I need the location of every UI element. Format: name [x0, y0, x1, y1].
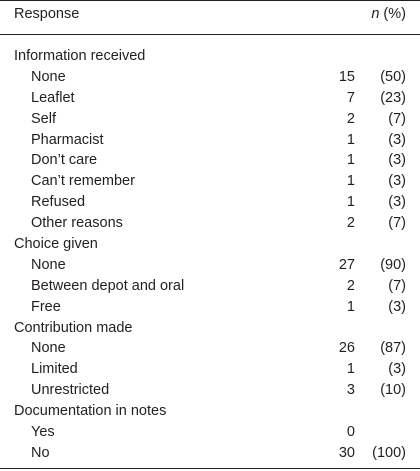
section-title-contribution-made — [0, 318, 420, 339]
table-row — [0, 88, 420, 109]
row-count: 1 — [346, 173, 355, 190]
table-row — [0, 359, 420, 380]
table-row — [0, 67, 420, 88]
table-row — [0, 297, 420, 318]
table-row — [0, 192, 420, 213]
row-count: 1 — [346, 152, 355, 169]
row-percent: (100) — [372, 444, 406, 461]
section-title-documentation-in-notes — [0, 401, 420, 422]
row-label: Can’t remember — [31, 173, 135, 190]
row-count: 3 — [346, 382, 355, 399]
section-title: Choice given — [14, 236, 98, 253]
row-label: Pharmacist — [31, 131, 104, 148]
table-header-rule — [0, 34, 420, 35]
row-label: Between depot and oral — [31, 277, 185, 294]
table-row — [0, 422, 420, 443]
row-label: Unrestricted — [31, 382, 110, 399]
table-row — [0, 109, 420, 130]
table-row — [0, 255, 420, 276]
row-label: Yes — [31, 424, 55, 441]
table-row — [0, 338, 420, 359]
percent-header-label: (%) — [379, 6, 406, 22]
row-label: Self — [31, 110, 56, 127]
row-count: 1 — [346, 361, 355, 378]
table-row — [0, 443, 420, 464]
table-row — [0, 213, 420, 234]
row-percent: (3) — [388, 361, 406, 378]
table-row — [0, 276, 420, 297]
row-count: 1 — [346, 298, 355, 315]
section-title: Contribution made — [14, 319, 133, 336]
row-percent: (10) — [380, 382, 406, 399]
row-percent: (3) — [388, 131, 406, 148]
row-label: None — [31, 340, 66, 357]
row-label: None — [31, 68, 66, 85]
section-title-information-received — [0, 46, 420, 67]
table-row — [0, 150, 420, 171]
row-label: Refused — [31, 194, 86, 211]
row-count: 1 — [346, 194, 355, 211]
section-title-choice-given — [0, 234, 420, 255]
row-percent: (3) — [388, 152, 406, 169]
row-label: None — [31, 256, 66, 273]
row-count: 0 — [346, 424, 355, 441]
row-count: 7 — [346, 89, 355, 106]
section-title: Information received — [14, 48, 146, 64]
row-count: 2 — [346, 215, 355, 232]
row-count: 1 — [346, 131, 355, 148]
table-row — [0, 171, 420, 192]
row-count: 2 — [346, 110, 355, 127]
row-label: No — [31, 444, 50, 461]
table-header-row — [0, 6, 420, 26]
row-percent: (90) — [380, 256, 406, 273]
row-percent: (7) — [388, 277, 406, 294]
table-body — [0, 46, 420, 464]
row-count: 2 — [346, 277, 355, 294]
row-percent: (23) — [380, 89, 406, 106]
row-percent: (50) — [380, 68, 406, 85]
row-count: 27 — [338, 256, 355, 273]
row-count: 30 — [338, 444, 355, 461]
row-label: Free — [31, 298, 61, 315]
row-count: 15 — [338, 68, 355, 85]
table-bottom-rule — [0, 468, 420, 469]
row-percent: (7) — [388, 215, 406, 232]
table-top-rule — [0, 0, 420, 1]
table-row — [0, 130, 420, 151]
response-column-header: Response — [14, 6, 80, 22]
row-label: Limited — [31, 361, 78, 378]
row-percent: (3) — [388, 298, 406, 315]
row-count: 26 — [338, 340, 355, 357]
row-percent: (3) — [388, 194, 406, 211]
row-label: Other reasons — [31, 215, 123, 232]
row-label: Leaflet — [31, 89, 75, 106]
table-row — [0, 380, 420, 401]
n-percent-column-header — [371, 6, 406, 22]
row-percent: (3) — [388, 173, 406, 190]
n-header-symbol: n — [371, 6, 380, 22]
section-title: Documentation in notes — [14, 403, 167, 420]
row-percent: (7) — [388, 110, 406, 127]
row-label: Don’t care — [31, 152, 98, 169]
row-percent: (87) — [380, 340, 406, 357]
